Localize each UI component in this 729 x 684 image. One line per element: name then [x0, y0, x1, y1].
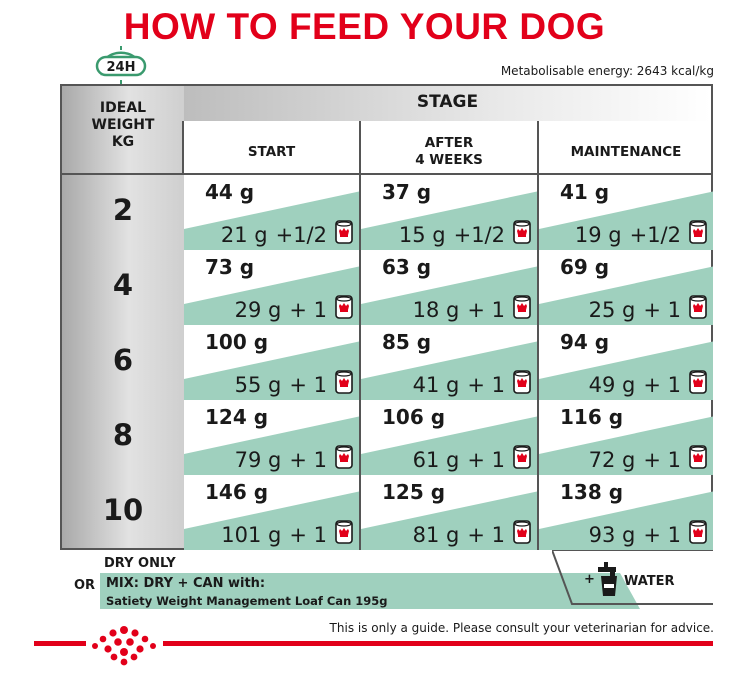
feeding-cell	[539, 175, 713, 250]
feeding-cell	[361, 250, 537, 325]
can-icon	[335, 295, 353, 324]
weight-column	[62, 86, 184, 548]
column-header-maintenance	[539, 131, 713, 173]
mix-amount	[589, 445, 707, 474]
feeding-cell	[361, 175, 537, 250]
legend-dry-only: DRY ONLY	[104, 556, 176, 571]
mix-dry-amount: 93 g	[588, 522, 636, 547]
dry-amount: 41 g	[560, 180, 610, 204]
ideal-heading-line: WEIGHT	[91, 117, 155, 133]
mix-dry-amount: 55 g	[234, 372, 282, 397]
dry-amount: 125 g	[382, 480, 446, 504]
feeding-cell	[184, 175, 359, 250]
column-divider	[182, 121, 184, 175]
mix-cans: + 1	[467, 447, 505, 472]
mix-amount	[413, 295, 531, 324]
legend-product: Satiety Weight Management Loaf Can 195g	[106, 594, 388, 608]
mix-dry-amount: 15 g	[398, 222, 446, 247]
can-icon	[335, 520, 353, 549]
dry-amount: 138 g	[560, 480, 624, 504]
column-header-line: 4 WEEKS	[415, 152, 483, 168]
column-header-start	[184, 131, 359, 173]
can-icon	[513, 295, 531, 324]
mix-dry-amount: 29 g	[234, 297, 282, 322]
can-icon	[689, 445, 707, 474]
water-tap-icon	[592, 562, 620, 598]
red-rule-right	[163, 641, 713, 646]
mix-cans: +1/2	[275, 222, 327, 247]
weight-value: 4	[112, 268, 134, 302]
mix-amount	[221, 220, 353, 249]
column-divider	[359, 121, 361, 550]
can-icon	[335, 370, 353, 399]
mix-amount	[221, 520, 353, 549]
mix-cans: + 1	[643, 372, 681, 397]
mix-dry-amount: 25 g	[588, 297, 636, 322]
royal-canin-crown-logo	[88, 624, 160, 666]
feeding-cell	[361, 400, 537, 475]
ideal-weight-heading	[62, 100, 184, 151]
column-header-after-4-weeks	[361, 131, 537, 173]
mix-amount	[413, 445, 531, 474]
legend-or: OR	[74, 578, 96, 593]
mix-dry-amount: 72 g	[588, 447, 636, 472]
mix-dry-amount: 21 g	[220, 222, 268, 247]
feeding-cell	[539, 325, 713, 400]
weight-value: 6	[112, 343, 134, 377]
mix-cans: + 1	[467, 297, 505, 322]
clock-icon	[94, 45, 148, 85]
weight-value: 8	[112, 418, 134, 452]
stage-heading: STAGE	[416, 92, 479, 112]
can-icon	[689, 520, 707, 549]
mix-dry-amount: 18 g	[412, 297, 460, 322]
mix-cans: +1/2	[629, 222, 681, 247]
mix-amount	[235, 370, 353, 399]
can-icon	[689, 220, 707, 249]
mix-amount	[589, 295, 707, 324]
feeding-table	[60, 84, 713, 550]
mix-cans: + 1	[467, 372, 505, 397]
mix-amount	[589, 520, 707, 549]
feeding-cell	[184, 475, 359, 550]
mix-cans: +1/2	[453, 222, 505, 247]
mix-dry-amount: 61 g	[412, 447, 460, 472]
mix-amount	[589, 370, 707, 399]
ideal-heading-line: IDEAL	[99, 100, 147, 116]
water-box	[552, 550, 713, 612]
can-icon	[513, 520, 531, 549]
mix-amount	[235, 445, 353, 474]
mix-cans: + 1	[289, 522, 327, 547]
mix-cans: + 1	[289, 297, 327, 322]
mix-cans: + 1	[643, 297, 681, 322]
mix-cans: + 1	[643, 447, 681, 472]
can-icon	[335, 445, 353, 474]
dry-amount: 37 g	[382, 180, 432, 204]
feeding-cell	[539, 400, 713, 475]
dry-amount: 63 g	[382, 255, 432, 279]
weight-value: 2	[112, 193, 134, 227]
dry-amount: 124 g	[205, 405, 269, 429]
dry-amount: 94 g	[560, 330, 610, 354]
dry-amount: 146 g	[205, 480, 269, 504]
mix-amount	[235, 295, 353, 324]
legend-mix: MIX: DRY + CAN with:	[106, 576, 266, 591]
column-header-line: MAINTENANCE	[570, 143, 682, 160]
mix-cans: + 1	[289, 372, 327, 397]
dry-amount: 106 g	[382, 405, 446, 429]
header-divider	[62, 173, 713, 175]
feeding-cell	[184, 325, 359, 400]
mix-dry-amount: 79 g	[234, 447, 282, 472]
clock-label: 24H	[106, 60, 136, 75]
water-plus: +	[584, 572, 595, 587]
mix-dry-amount: 101 g	[221, 522, 282, 547]
mix-cans: + 1	[289, 447, 327, 472]
disclaimer: This is only a guide. Please consult your veterinarian for advice.	[329, 621, 714, 635]
column-header-line: AFTER	[424, 135, 474, 151]
feeding-cell	[361, 325, 537, 400]
feeding-cell	[539, 250, 713, 325]
mix-amount	[399, 220, 531, 249]
can-icon	[335, 220, 353, 249]
mix-amount	[413, 520, 531, 549]
mix-cans: + 1	[467, 522, 505, 547]
feeding-cell	[539, 475, 713, 550]
energy-value: Metabolisable energy: 2643 kcal/kg	[500, 64, 714, 78]
feeding-cell	[184, 250, 359, 325]
page-title: HOW TO FEED YOUR DOG	[123, 6, 606, 47]
mix-amount	[413, 370, 531, 399]
dry-amount: 116 g	[560, 405, 624, 429]
dry-amount: 85 g	[382, 330, 432, 354]
column-divider	[537, 121, 539, 550]
mix-cans: + 1	[643, 522, 681, 547]
ideal-heading-line: KG	[111, 134, 135, 150]
mix-dry-amount: 49 g	[588, 372, 636, 397]
can-icon	[689, 295, 707, 324]
can-icon	[689, 370, 707, 399]
mix-dry-amount: 81 g	[412, 522, 460, 547]
column-header-line: START	[247, 143, 296, 160]
feeding-cell	[361, 475, 537, 550]
red-rule-left	[34, 641, 86, 646]
water-label: WATER	[624, 574, 675, 589]
dry-amount: 69 g	[560, 255, 610, 279]
mix-amount	[575, 220, 707, 249]
can-icon	[513, 220, 531, 249]
can-icon	[513, 370, 531, 399]
can-icon	[513, 445, 531, 474]
mix-dry-amount: 41 g	[412, 372, 460, 397]
dry-amount: 100 g	[205, 330, 269, 354]
weight-value: 10	[102, 493, 144, 527]
dry-amount: 73 g	[205, 255, 255, 279]
feeding-cell	[184, 400, 359, 475]
mix-dry-amount: 19 g	[574, 222, 622, 247]
dry-amount: 44 g	[205, 180, 255, 204]
